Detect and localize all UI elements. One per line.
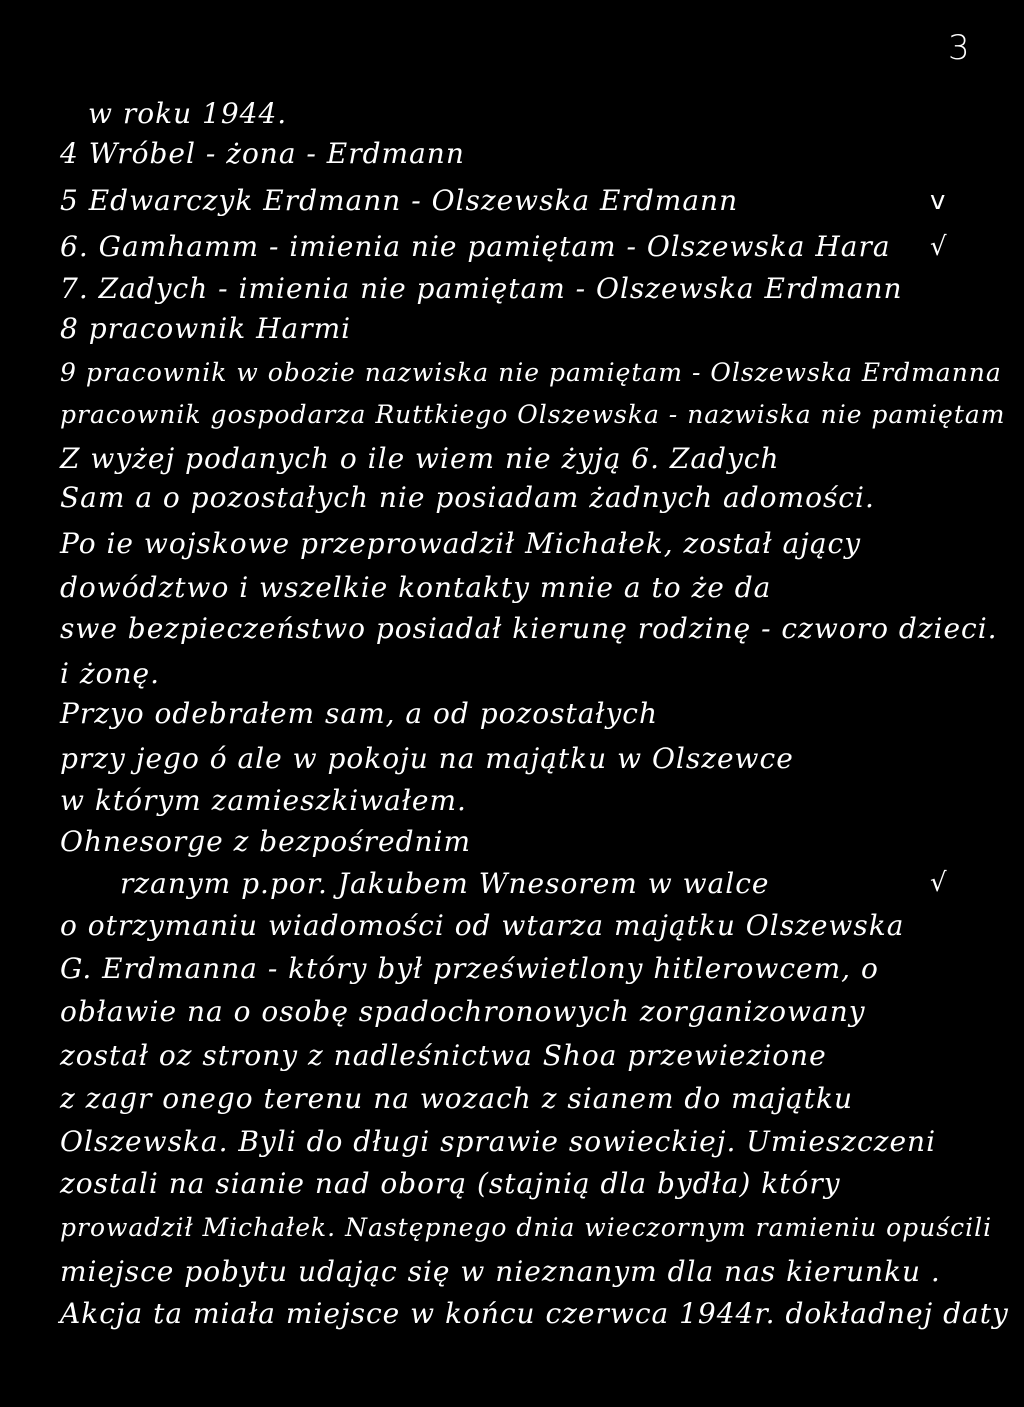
text-line-11: Po ie wojskowe przeprowadził Michałek, został ający — [60, 527, 862, 560]
text-line-5: 7. Zadych - imienia nie pamiętam - Olszewska Erdmann — [60, 272, 903, 305]
text-line-9: Z wyżej podanych o ile wiem nie żyją 6. Zadych — [60, 442, 780, 475]
text-line-1: w roku 1944. — [88, 97, 288, 130]
text-line-16: przy jego ó ale w pokoju na majątku w Olszewce — [60, 742, 794, 775]
text-line-8: pracownik gospodarza Ruttkiego Olszewska - nazwiska nie pamiętam — [60, 400, 1006, 429]
text-line-6: 8 pracownik Harmi — [60, 312, 352, 345]
check-mark-1: v — [930, 186, 946, 216]
text-line-18: Ohnesorge z bezpośrednim — [60, 825, 472, 858]
text-line-26: zostali na sianie nad oborą (stajnią dla bydła) który — [60, 1167, 841, 1200]
text-line-10: Sam a o pozostałych nie posiadam żadnych adomości. — [60, 481, 875, 514]
text-line-15: Przyo odebrałem sam, a od pozostałych — [60, 697, 659, 730]
page-number: 3 — [948, 28, 970, 68]
text-line-24: z zagr onego terenu na wozach z sianem do majątku — [60, 1082, 853, 1115]
text-line-12: dowództwo i wszelkie kontakty mnie a to że da — [60, 571, 772, 604]
text-line-29: Akcja ta miała miejsce w końcu czerwca 1944r. dokładnej daty — [60, 1297, 1009, 1330]
text-line-17: w którym zamieszkiwałem. — [60, 784, 467, 817]
text-line-22: obławie na o osobę spadochronowych zorganizowany — [60, 995, 866, 1028]
check-mark-3: √ — [930, 868, 947, 898]
check-mark-2: √ — [930, 232, 947, 262]
text-line-13: swe bezpieczeństwo posiadał kierunę rodzinę - czworo dzieci. — [60, 612, 998, 645]
text-line-14: i żonę. — [60, 657, 160, 690]
text-line-28: miejsce pobytu udając się w nieznanym dla nas kierunku . — [60, 1255, 941, 1288]
text-line-23: został oz strony z nadleśnictwa Shoa przewiezione — [60, 1039, 827, 1072]
text-line-21: G. Erdmanna - który był prześwietlony hitlerowcem, o — [60, 952, 879, 985]
text-line-20: o otrzymaniu wiadomości od wtarza majątku Olszewska — [60, 909, 905, 942]
text-line-19: rzanym p.por. Jakubem Wnesorem w walce — [120, 867, 770, 900]
text-line-4: 6. Gamhamm - imienia nie pamiętam - Olszewska Hara — [60, 230, 891, 263]
text-line-25: Olszewska. Byli do długi sprawie sowieckiej. Umieszczeni — [60, 1125, 937, 1158]
text-line-2: 4 Wróbel - żona - Erdmann — [60, 137, 465, 170]
text-line-7: 9 pracownik w obozie nazwiska nie pamiętam - Olszewska Erdmanna — [60, 358, 1002, 387]
text-line-27: prowadził Michałek. Następnego dnia wieczornym ramieniu opuścili — [60, 1213, 993, 1242]
text-line-3: 5 Edwarczyk Erdmann - Olszewska Erdmann — [60, 184, 739, 217]
